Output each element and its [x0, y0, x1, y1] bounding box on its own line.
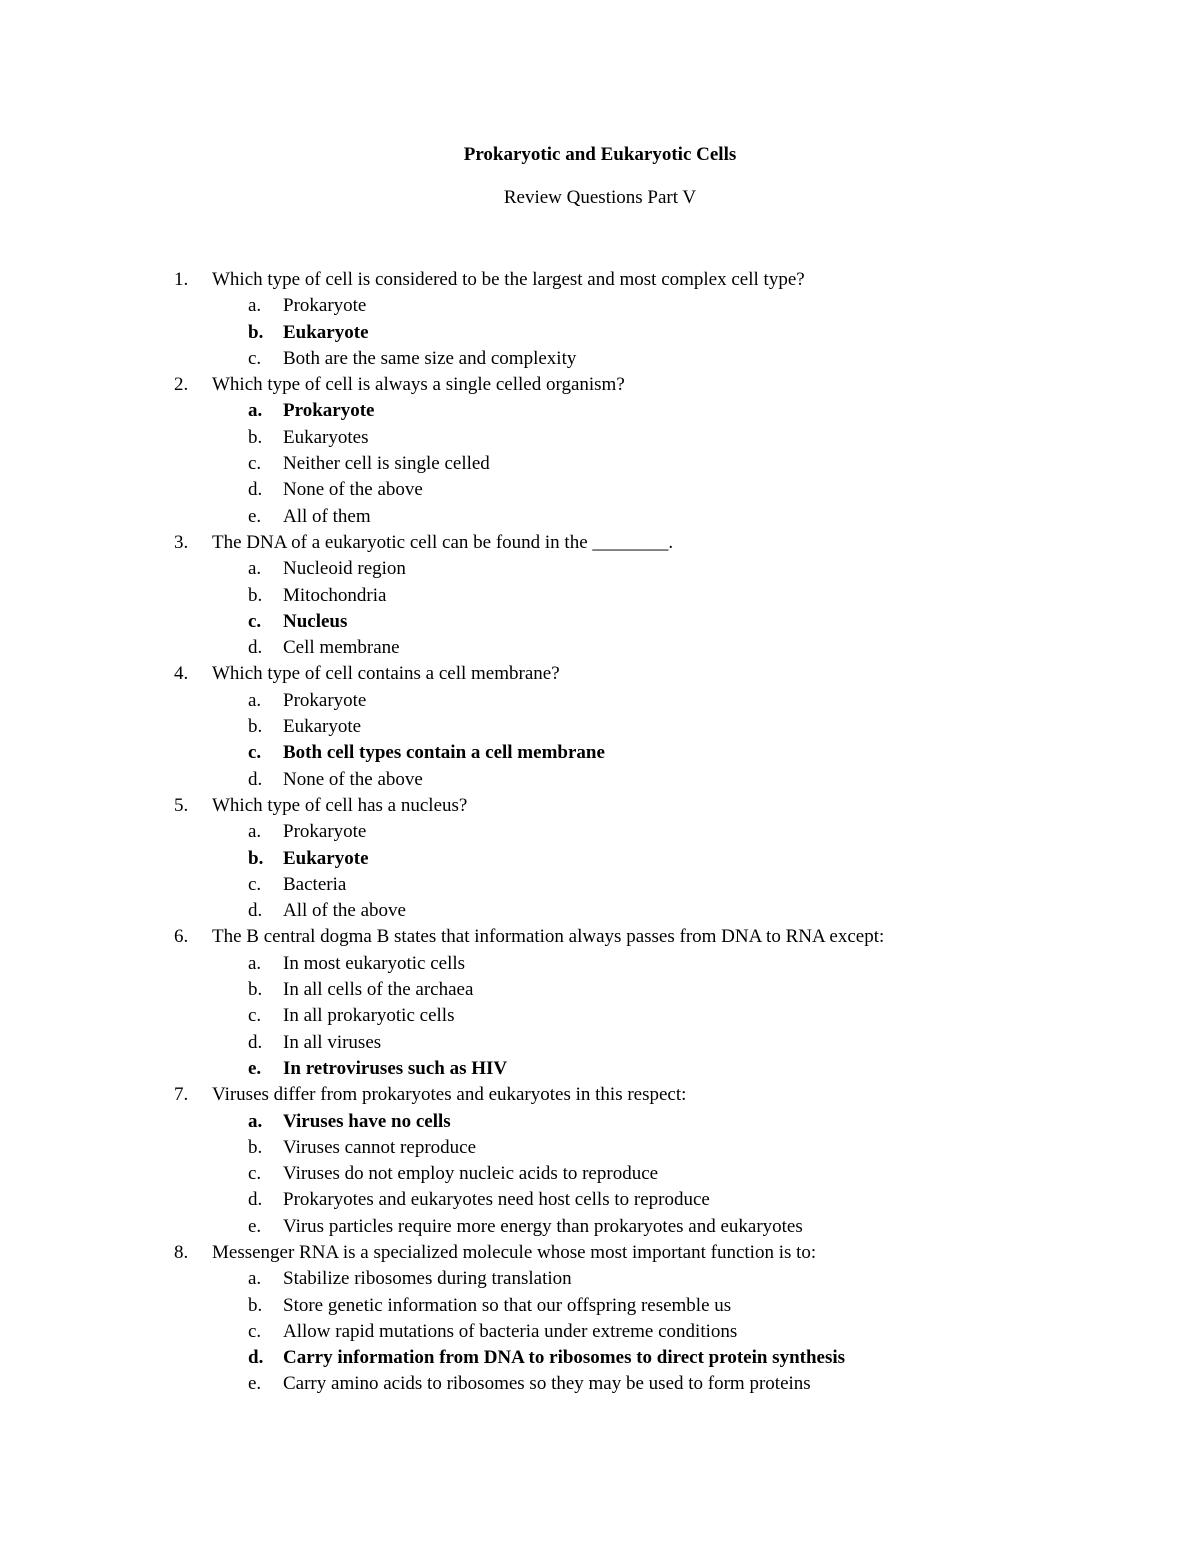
answer-option-correct: [0, 1056, 1200, 1082]
answer-option: [0, 1293, 1200, 1319]
option-text: Nucleoid region: [283, 558, 406, 580]
option-letter: c.: [248, 1005, 262, 1027]
question-text: The DNA of a eukaryotic cell can be found in the ________.: [212, 531, 674, 553]
option-text: Virus particles require more energy than prokaryotes and eukaryotes: [283, 1215, 803, 1237]
answer-option: [0, 635, 1200, 661]
answer-option: [0, 1266, 1200, 1292]
question-5: [0, 793, 1200, 819]
answer-option: [0, 1030, 1200, 1056]
option-text: Eukaryotes: [283, 426, 369, 448]
option-text: Prokaryotes and eukaryotes need host cells to reproduce: [283, 1189, 710, 1211]
option-letter: d.: [248, 1031, 263, 1053]
answer-option: [0, 583, 1200, 609]
option-letter: a.: [248, 558, 262, 580]
option-letter: a.: [248, 1268, 262, 1290]
option-text: Viruses have no cells: [283, 1110, 451, 1132]
option-text: In most eukaryotic cells: [283, 952, 466, 974]
answer-option-correct: [0, 609, 1200, 635]
option-letter: c.: [248, 742, 262, 764]
answer-option: [0, 872, 1200, 898]
option-text: Bacteria: [283, 873, 347, 895]
option-letter: d.: [248, 1347, 264, 1369]
option-letter: b.: [248, 979, 263, 1001]
option-letter: a.: [248, 689, 262, 711]
answer-option: [0, 504, 1200, 530]
answer-option: [0, 951, 1200, 977]
question-text: Which type of cell contains a cell membrane?: [212, 663, 560, 685]
question-text: Which type of cell is considered to be the largest and most complex cell type?: [212, 269, 805, 290]
option-text: Mitochondria: [283, 584, 387, 606]
option-letter: b.: [248, 1294, 263, 1316]
option-letter: c.: [248, 347, 262, 369]
answer-option-correct: [0, 846, 1200, 872]
option-text: Neither cell is single celled: [283, 453, 490, 475]
option-text: Prokaryote: [283, 821, 367, 843]
answer-option: [0, 477, 1200, 503]
question-2: [0, 372, 1200, 398]
answer-option: [0, 346, 1200, 372]
answer-option: [0, 767, 1200, 793]
answer-option: [0, 714, 1200, 740]
option-text: Eukaryote: [283, 716, 362, 738]
option-text: Nucleus: [283, 610, 348, 632]
question-number: 4.: [174, 663, 189, 685]
answer-option: [0, 1187, 1200, 1213]
option-text: All of the above: [283, 900, 406, 922]
answer-option: [0, 1161, 1200, 1187]
option-letter: b.: [248, 426, 263, 448]
answer-option: [0, 1319, 1200, 1345]
option-letter: e.: [248, 1373, 262, 1395]
answer-option: [0, 1003, 1200, 1029]
option-letter: d.: [248, 479, 263, 501]
option-text: None of the above: [283, 768, 423, 790]
question-text: Which type of cell has a nucleus?: [212, 794, 468, 816]
option-letter: b.: [248, 847, 264, 869]
answer-option-correct: [0, 1109, 1200, 1135]
answer-option-correct: [0, 740, 1200, 766]
option-letter: b.: [248, 1136, 263, 1158]
answer-option: [0, 425, 1200, 451]
answer-option: [0, 293, 1200, 319]
document-subtitle: Review Questions Part V: [503, 187, 697, 208]
answer-option: [0, 1371, 1200, 1397]
option-text: All of them: [283, 505, 371, 527]
question-number: 3.: [174, 531, 189, 553]
question-text: Viruses differ from prokaryotes and eukaryotes in this respect:: [212, 1084, 687, 1106]
option-letter: d.: [248, 1189, 263, 1211]
question-8: [0, 1240, 1200, 1266]
option-letter: c.: [248, 453, 262, 475]
option-text: Both are the same size and complexity: [283, 347, 577, 369]
option-letter: b.: [248, 321, 264, 343]
option-letter: e.: [248, 1215, 262, 1237]
option-letter: c.: [248, 1320, 262, 1342]
option-text: Carry information from DNA to ribosomes to direct protein synthesis: [283, 1347, 846, 1369]
option-letter: c.: [248, 873, 262, 895]
answer-option-correct: [0, 320, 1200, 346]
option-text: In all prokaryotic cells: [283, 1005, 455, 1027]
option-letter: d.: [248, 768, 263, 790]
option-letter: c.: [248, 1163, 262, 1185]
option-text: Eukaryote: [283, 321, 369, 343]
question-number: 5.: [174, 794, 189, 816]
option-text: In retroviruses such as HIV: [283, 1057, 508, 1079]
question-number: 2.: [174, 374, 189, 396]
question-7: [0, 1082, 1200, 1108]
option-letter: d.: [248, 637, 263, 659]
question-text: Which type of cell is always a single celled organism?: [212, 374, 625, 396]
option-letter: a.: [248, 821, 262, 843]
option-letter: e.: [248, 505, 262, 527]
question-1: [0, 267, 1200, 293]
answer-option-correct: [0, 398, 1200, 424]
option-text: Both cell types contain a cell membrane: [283, 742, 605, 764]
option-letter: a.: [248, 400, 263, 422]
question-text: The B central dogma B states that information always passes from DNA to RNA except:: [212, 926, 885, 948]
document-title: Prokaryotic and Eukaryotic Cells: [463, 144, 737, 165]
option-text: Viruses cannot reproduce: [283, 1136, 477, 1158]
question-4: [0, 661, 1200, 687]
question-number: 7.: [174, 1084, 189, 1106]
answer-option: [0, 556, 1200, 582]
option-text: Prokaryote: [283, 400, 375, 422]
answer-option: [0, 1214, 1200, 1240]
question-text: Messenger RNA is a specialized molecule whose most important function is to:: [212, 1241, 817, 1263]
option-letter: a.: [248, 295, 262, 317]
option-text: In all cells of the archaea: [283, 979, 474, 1001]
question-list: [0, 267, 1200, 1398]
option-text: Prokaryote: [283, 295, 367, 317]
answer-option: [0, 1135, 1200, 1161]
option-text: In all viruses: [283, 1031, 382, 1053]
option-letter: e.: [248, 1057, 262, 1079]
option-letter: d.: [248, 900, 263, 922]
question-number: 8.: [174, 1241, 189, 1263]
answer-option: [0, 977, 1200, 1003]
answer-option: [0, 688, 1200, 714]
option-letter: a.: [248, 952, 262, 974]
option-letter: a.: [248, 1110, 263, 1132]
answer-option-correct: [0, 1345, 1200, 1371]
option-text: Prokaryote: [283, 689, 367, 711]
option-text: Carry amino acids to ribosomes so they may be used to form proteins: [283, 1373, 811, 1395]
answer-option: [0, 451, 1200, 477]
question-number: 1.: [174, 269, 189, 290]
question-6: [0, 924, 1200, 950]
option-letter: b.: [248, 584, 263, 606]
answer-option: [0, 819, 1200, 845]
option-text: Cell membrane: [283, 637, 400, 659]
question-3: [0, 530, 1200, 556]
option-text: None of the above: [283, 479, 423, 501]
option-text: Stabilize ribosomes during translation: [283, 1268, 572, 1290]
option-text: Store genetic information so that our offspring resemble us: [283, 1294, 732, 1316]
question-number: 6.: [174, 926, 189, 948]
option-letter: c.: [248, 610, 262, 632]
option-text: Allow rapid mutations of bacteria under extreme conditions: [283, 1320, 738, 1342]
option-text: Eukaryote: [283, 847, 369, 869]
answer-option: [0, 898, 1200, 924]
option-letter: b.: [248, 716, 263, 738]
option-text: Viruses do not employ nucleic acids to reproduce: [283, 1163, 659, 1185]
